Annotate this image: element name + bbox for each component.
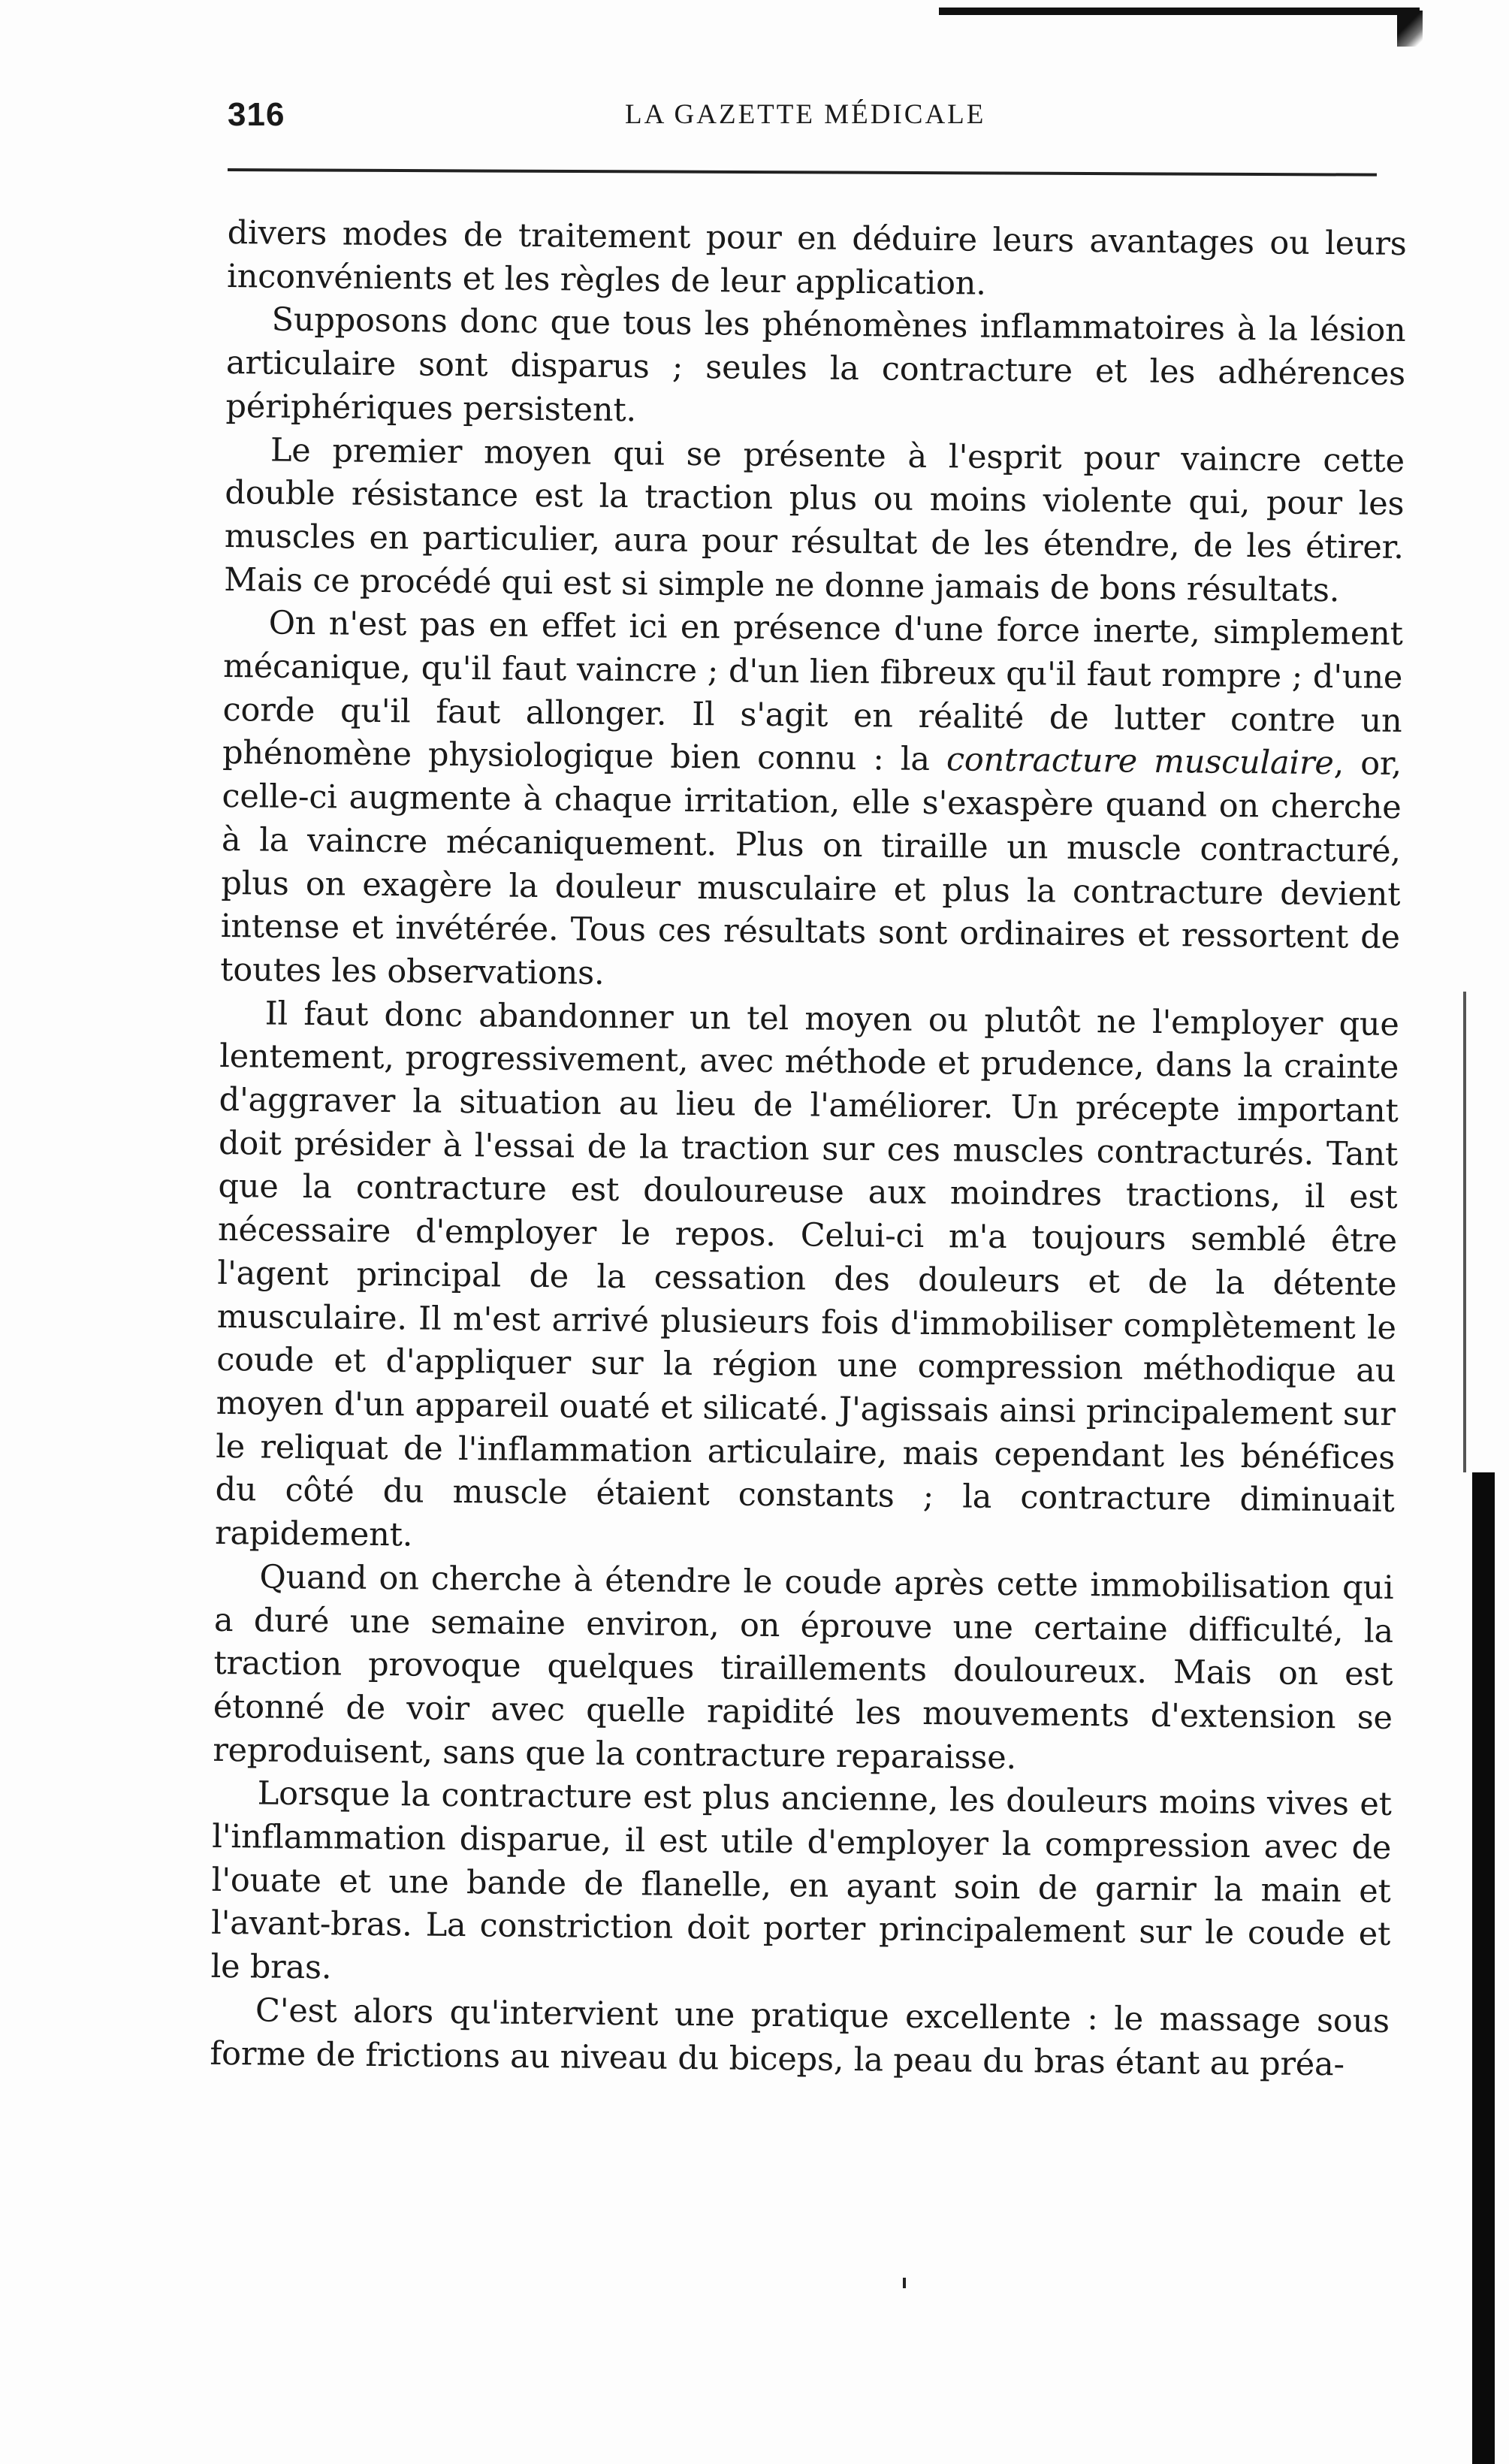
paragraph-5: Il faut donc abandonner un tel moyen ou plutôt ne l'employer que lentement, progressivement, avec méthode et prudence, dans la crainte d'aggraver la situation au lieu de l'améliorer. Un précepte important doit présider à l'essai de la traction sur ces muscles contracturés. Tant que la contracture est douloureuse aux moindres tractions, il est nécessaire d'employer le repos. Celui-ci m'a toujours semblé être l'agent principal de la cessation des douleurs et de la détente musculaire. Il m'est arrivé plusieurs fois d'immobiliser complètement le coude et d'appliquer sur la région une compression méthodique au moyen d'un appareil ouaté et silicaté. J'agissais ainsi principalement sur le reliquat de l'inflammation articulaire, mais cependant les bénéfices du côté du muscle étaient constants ; la contracture diminuait rapidement. [214, 995, 1399, 1554]
paragraph-8: C'est alors qu'intervient une pratique excellente : le massage sous forme de frictions au niveau du biceps, la peau du bras étant au préa- [210, 1991, 1390, 2083]
paragraph-4-text-end: , or, celle-ci augmente à chaque irritation, elle s'exaspère quand on cherche à la vaincre mécaniquement. Plus on tiraille un muscle contracturé, plus on exagère la douleur musculaire et plus la contracture devient intense et invétérée. Tous ces résultats sont ordinaires et ressortent de toutes les observations. [220, 744, 1402, 992]
page-number: 316 [228, 96, 285, 133]
scan-binding-shadow [1472, 1472, 1495, 2464]
paragraph-4 [220, 602, 1403, 1003]
paragraph-3: Le premier moyen qui se présente à l'esprit pour vaincre cette double résistance est la traction plus ou moins violente qui, pour les muscles en particulier, aura pour résultat de les étendre, de les étirer. Mais ce procédé qui est si simple ne donne jamais de bons résultats. [224, 431, 1405, 609]
paragraph-2: Supposons donc que tous les phénomènes inflammatoires à la lésion articulaire sont disparus ; seules la contracture et les adhérences périphériques persistent. [225, 300, 1406, 430]
header-rule [228, 168, 1377, 177]
paragraph-7: Lorsque la contracture est plus ancienne, les douleurs moins vives et l'inflammation disparue, il est utile d'employer la compression avec de l'ouate et une bande de flanelle, en ayant soin de garnir la main et l'avant-bras. La constriction doit porter principalement sur le coude et le bras. [210, 1774, 1392, 1987]
scan-edge-artifact [939, 8, 1420, 15]
ink-speck [903, 2278, 906, 2288]
paragraph-6: Quand on cherche à étendre le coude après cette immobilisation qui a duré une semaine environ, on éprouve une certaine difficulté, la traction provoque quelques tiraillements douloureux. Mais on est étonné de voir avec quelle rapidité les mouvements d'extension se reproduisent, sans que la contracture reparaisse. [213, 1558, 1394, 1777]
paragraph-4-text-start: On n'est pas en effet ici en présence d'une force inerte, simplement mécanique, qu'il faut vaincre ; d'un lien fibreux qu'il faut rompre ; d'une corde qu'il faut allonger. Il s'agit en réalité de lutter contre un phénomène physiologique bien connu : la [222, 604, 1403, 779]
scan-margin-line [1463, 992, 1466, 1472]
paragraph-1: divers modes de traitement pour en déduire leurs avantages ou leurs inconvénients et les règles de leur application. [226, 213, 1407, 303]
running-title: LA GAZETTE MÉDICALE [625, 99, 986, 130]
body-text [210, 212, 1407, 2087]
italic-term: contracture musculaire [946, 741, 1334, 783]
scan-corner-artifact [1397, 11, 1423, 47]
